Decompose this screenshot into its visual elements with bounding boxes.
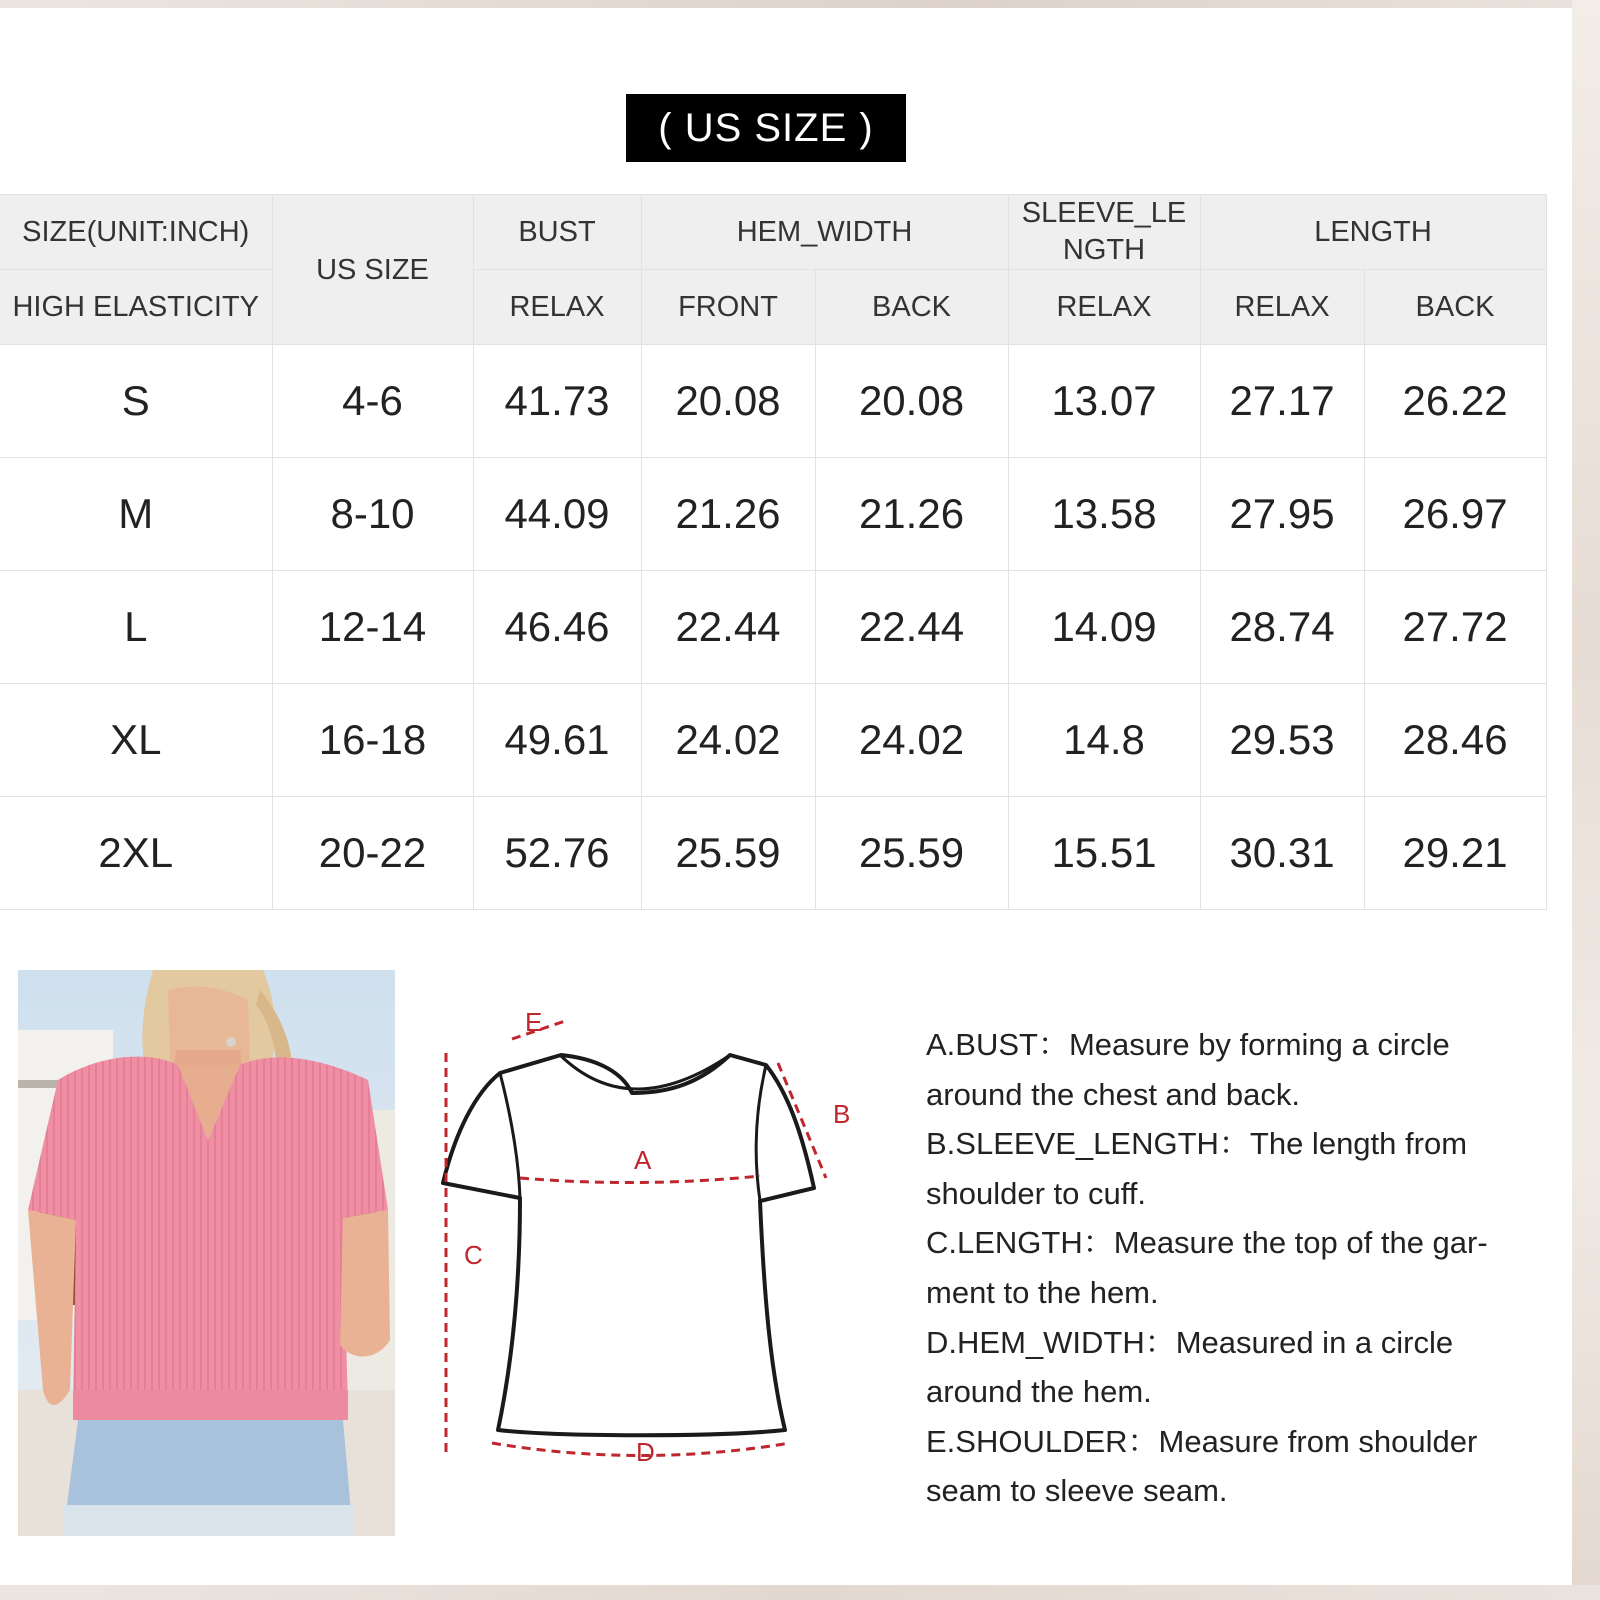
header-hem-width: HEM_WIDTH bbox=[641, 195, 1008, 270]
table-cell: 14.09 bbox=[1008, 571, 1200, 684]
table-row bbox=[0, 345, 1546, 458]
legend-separator: ： bbox=[1082, 1225, 1114, 1261]
legend-key: B.SLEEVE_LENGTH bbox=[926, 1126, 1219, 1162]
table-cell: M bbox=[0, 458, 272, 571]
table-row bbox=[0, 684, 1546, 797]
legend-length bbox=[926, 1218, 1526, 1317]
diagram-label-b: B bbox=[833, 1099, 851, 1129]
header-hem-back: BACK bbox=[815, 270, 1008, 345]
table-cell: 21.26 bbox=[815, 458, 1008, 571]
legend-separator: ： bbox=[1037, 1027, 1069, 1062]
header-length-relax: RELAX bbox=[1200, 270, 1364, 345]
table-cell: 13.07 bbox=[1008, 345, 1200, 458]
table-cell: 49.61 bbox=[473, 684, 641, 797]
table-cell: 30.31 bbox=[1200, 797, 1364, 910]
header-high-elasticity: HIGH ELASTICITY bbox=[0, 270, 272, 345]
table-cell: 13.58 bbox=[1008, 458, 1200, 571]
header-sleeve-relax: RELAX bbox=[1008, 270, 1200, 345]
table-cell: 29.53 bbox=[1200, 684, 1364, 797]
legend-text: Measured in a circle around the hem. bbox=[926, 1324, 1454, 1410]
table-cell: 25.59 bbox=[641, 797, 815, 910]
header-bust: BUST bbox=[473, 195, 641, 270]
table-row bbox=[0, 571, 1546, 684]
legend-bust bbox=[926, 1020, 1526, 1119]
background-bottom-edge bbox=[0, 1585, 1600, 1600]
table-cell: S bbox=[0, 345, 272, 458]
measurement-legend bbox=[926, 1020, 1526, 1516]
table-cell: 46.46 bbox=[473, 571, 641, 684]
legend-key: C.LENGTH bbox=[926, 1225, 1083, 1261]
table-cell: XL bbox=[0, 684, 272, 797]
table-header-row-top bbox=[0, 195, 1546, 270]
table-cell: 22.44 bbox=[815, 571, 1008, 684]
legend-key: E.SHOULDER bbox=[926, 1423, 1128, 1459]
table-cell: 20.08 bbox=[641, 345, 815, 458]
table-cell: 27.72 bbox=[1364, 571, 1546, 684]
legend-key: D.HEM_WIDTH bbox=[926, 1324, 1145, 1360]
table-cell: 24.02 bbox=[641, 684, 815, 797]
size-chart-card bbox=[0, 8, 1572, 1585]
diagram-label-a: A bbox=[634, 1145, 652, 1175]
diagram-label-c: C bbox=[464, 1240, 483, 1270]
table-cell: 4-6 bbox=[272, 345, 473, 458]
table-row bbox=[0, 458, 1546, 571]
header-length-back: BACK bbox=[1364, 270, 1546, 345]
table-cell: 21.26 bbox=[641, 458, 815, 571]
legend-sleeve-length bbox=[926, 1119, 1526, 1218]
header-us-size: US SIZE bbox=[272, 195, 473, 345]
diagram-label-e: E bbox=[525, 1013, 543, 1037]
table-cell: 29.21 bbox=[1364, 797, 1546, 910]
legend-separator: ： bbox=[1144, 1324, 1176, 1360]
table-cell: L bbox=[0, 571, 272, 684]
background-right-edge bbox=[1572, 0, 1600, 1600]
table-cell: 27.17 bbox=[1200, 345, 1364, 458]
table-cell: 2XL bbox=[0, 797, 272, 910]
background-top-edge bbox=[0, 0, 1600, 8]
table-cell: 52.76 bbox=[473, 797, 641, 910]
table-cell: 20-22 bbox=[272, 797, 473, 910]
shirt-measurement-diagram bbox=[440, 1013, 860, 1488]
legend-text: Measure by forming a circle around the chest and back. bbox=[926, 1027, 1450, 1112]
legend-key: A.BUST bbox=[926, 1027, 1038, 1062]
header-size-unit: SIZE(UNIT:INCH) bbox=[0, 195, 272, 270]
table-cell: 15.51 bbox=[1008, 797, 1200, 910]
table-header-row-sub bbox=[0, 270, 1546, 345]
legend-text: Measure from shoulder seam to sleeve seam. bbox=[926, 1423, 1478, 1509]
header-length: LENGTH bbox=[1200, 195, 1546, 270]
header-sleeve-length: SLEEVE_LE NGTH bbox=[1008, 195, 1200, 270]
table-cell: 26.97 bbox=[1364, 458, 1546, 571]
legend-shoulder bbox=[926, 1417, 1526, 1516]
header-hem-front: FRONT bbox=[641, 270, 815, 345]
legend-text: Measure the top of the gar-ment to the hem. bbox=[926, 1225, 1488, 1310]
table-cell: 20.08 bbox=[815, 345, 1008, 458]
model-photo bbox=[18, 970, 395, 1536]
legend-separator: ： bbox=[1218, 1126, 1250, 1162]
table-cell: 44.09 bbox=[473, 458, 641, 571]
table-cell: 28.74 bbox=[1200, 571, 1364, 684]
table-cell: 24.02 bbox=[815, 684, 1008, 797]
table-cell: 22.44 bbox=[641, 571, 815, 684]
table-cell: 14.8 bbox=[1008, 684, 1200, 797]
table-cell: 8-10 bbox=[272, 458, 473, 571]
table-cell: 28.46 bbox=[1364, 684, 1546, 797]
legend-separator: ： bbox=[1127, 1423, 1159, 1459]
table-cell: 41.73 bbox=[473, 345, 641, 458]
table-cell: 27.95 bbox=[1200, 458, 1364, 571]
table-row bbox=[0, 797, 1546, 910]
legend-text: The length from shoulder to cuff. bbox=[926, 1126, 1468, 1211]
table-cell: 25.59 bbox=[815, 797, 1008, 910]
diagram-label-d: D bbox=[636, 1437, 655, 1467]
header-bust-relax: RELAX bbox=[473, 270, 641, 345]
table-cell: 16-18 bbox=[272, 684, 473, 797]
size-chart-title: ( US SIZE ) bbox=[626, 94, 906, 162]
size-table bbox=[0, 194, 1547, 910]
legend-hem-width bbox=[926, 1318, 1526, 1417]
table-cell: 12-14 bbox=[272, 571, 473, 684]
table-cell: 26.22 bbox=[1364, 345, 1546, 458]
